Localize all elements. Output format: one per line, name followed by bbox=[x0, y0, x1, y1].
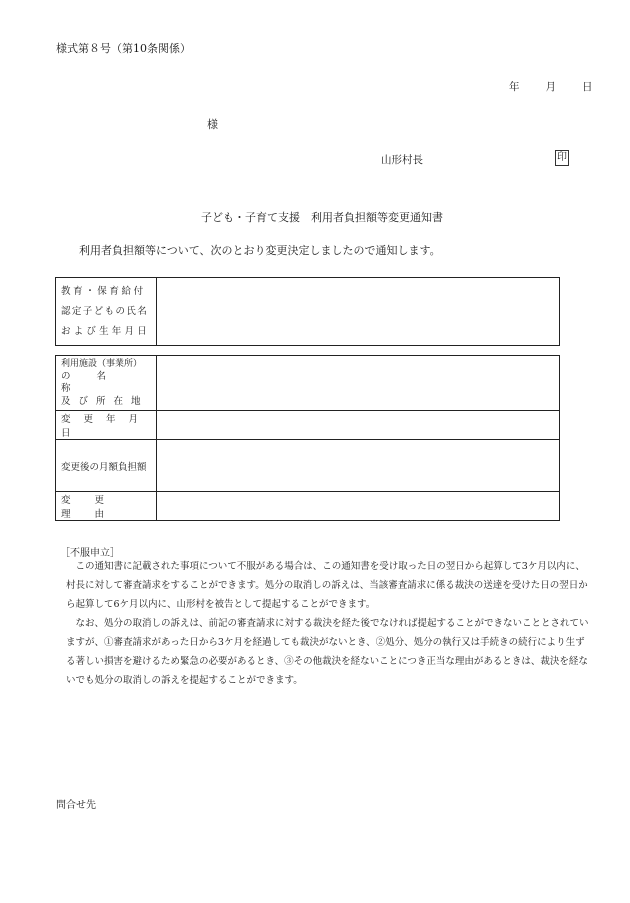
appeal-paragraph-2: なお、処分の取消しの訴えは、前記の審査請求に対する裁決を経た後でなければ提起することができないこととされていますが、①審査請求があった日から3ケ月を経過しても裁決がないとき、②処分、処分の執行又は手続きの続行により生ずる著しい損害を避けるため緊急の必要があるとき、③その他裁決を経ないことにつき正当な理由があるときは、裁決を経ないでも処分の取消しの訴えを提起することができます。 bbox=[66, 618, 589, 686]
facility-label bbox=[56, 356, 157, 411]
child-info-table bbox=[55, 277, 560, 346]
change-reason-value bbox=[157, 492, 560, 521]
recipient-honorific: 様 bbox=[207, 118, 218, 131]
date-day-label: 日 bbox=[582, 81, 593, 93]
appeal-heading: ［不服申立］ bbox=[60, 548, 120, 559]
change-detail-table bbox=[55, 355, 560, 521]
facility-label-line: の名称 bbox=[61, 370, 133, 394]
facility-value bbox=[157, 356, 560, 411]
facility-label-line: 及び所在地 bbox=[61, 395, 149, 407]
child-info-value bbox=[157, 278, 560, 346]
date-year-label: 年 bbox=[509, 81, 520, 93]
child-info-label-line: 教育・保育給付 bbox=[61, 285, 146, 297]
monthly-charge-label: 変更後の月額負担額 bbox=[56, 440, 157, 492]
monthly-charge-value bbox=[157, 440, 560, 492]
date-line bbox=[509, 79, 593, 94]
appeal-paragraph-1: この通知書に記載された事項について不服がある場合は、この通知書を受け取った日の翌日から起算して3ケ月以内に、村長に対して審査請求をすることができます。処分の取消しの訴えは、当該審査請求に係る裁決の送達を受けた日の翌日から起算して6ケ月以内に、山形村を被告として提起することができます。 bbox=[66, 561, 588, 610]
contact-label: 問合せ先 bbox=[56, 800, 96, 811]
facility-label-line: 利用施設（事業所） bbox=[61, 359, 143, 369]
issuer-name: 山形村長 bbox=[381, 154, 423, 166]
seal-mark: 印 bbox=[555, 150, 569, 166]
child-info-label bbox=[56, 278, 157, 346]
change-date-label: 変更年月日 bbox=[56, 411, 157, 440]
intro-text: 利用者負担額等について、次のとおり変更決定しましたので通知します。 bbox=[79, 244, 441, 257]
child-info-label-line: 認定子どもの氏名 bbox=[61, 305, 149, 317]
change-reason-label: 変更理由 bbox=[56, 492, 157, 521]
change-date-value bbox=[157, 411, 560, 440]
date-month-label: 月 bbox=[545, 81, 556, 93]
form-number: 様式第８号（第10条関係） bbox=[56, 42, 191, 55]
child-info-label-line: および生年月日 bbox=[61, 325, 150, 337]
document-title: 子ども・子育て支援 利用者負担額等変更通知書 bbox=[201, 211, 443, 224]
